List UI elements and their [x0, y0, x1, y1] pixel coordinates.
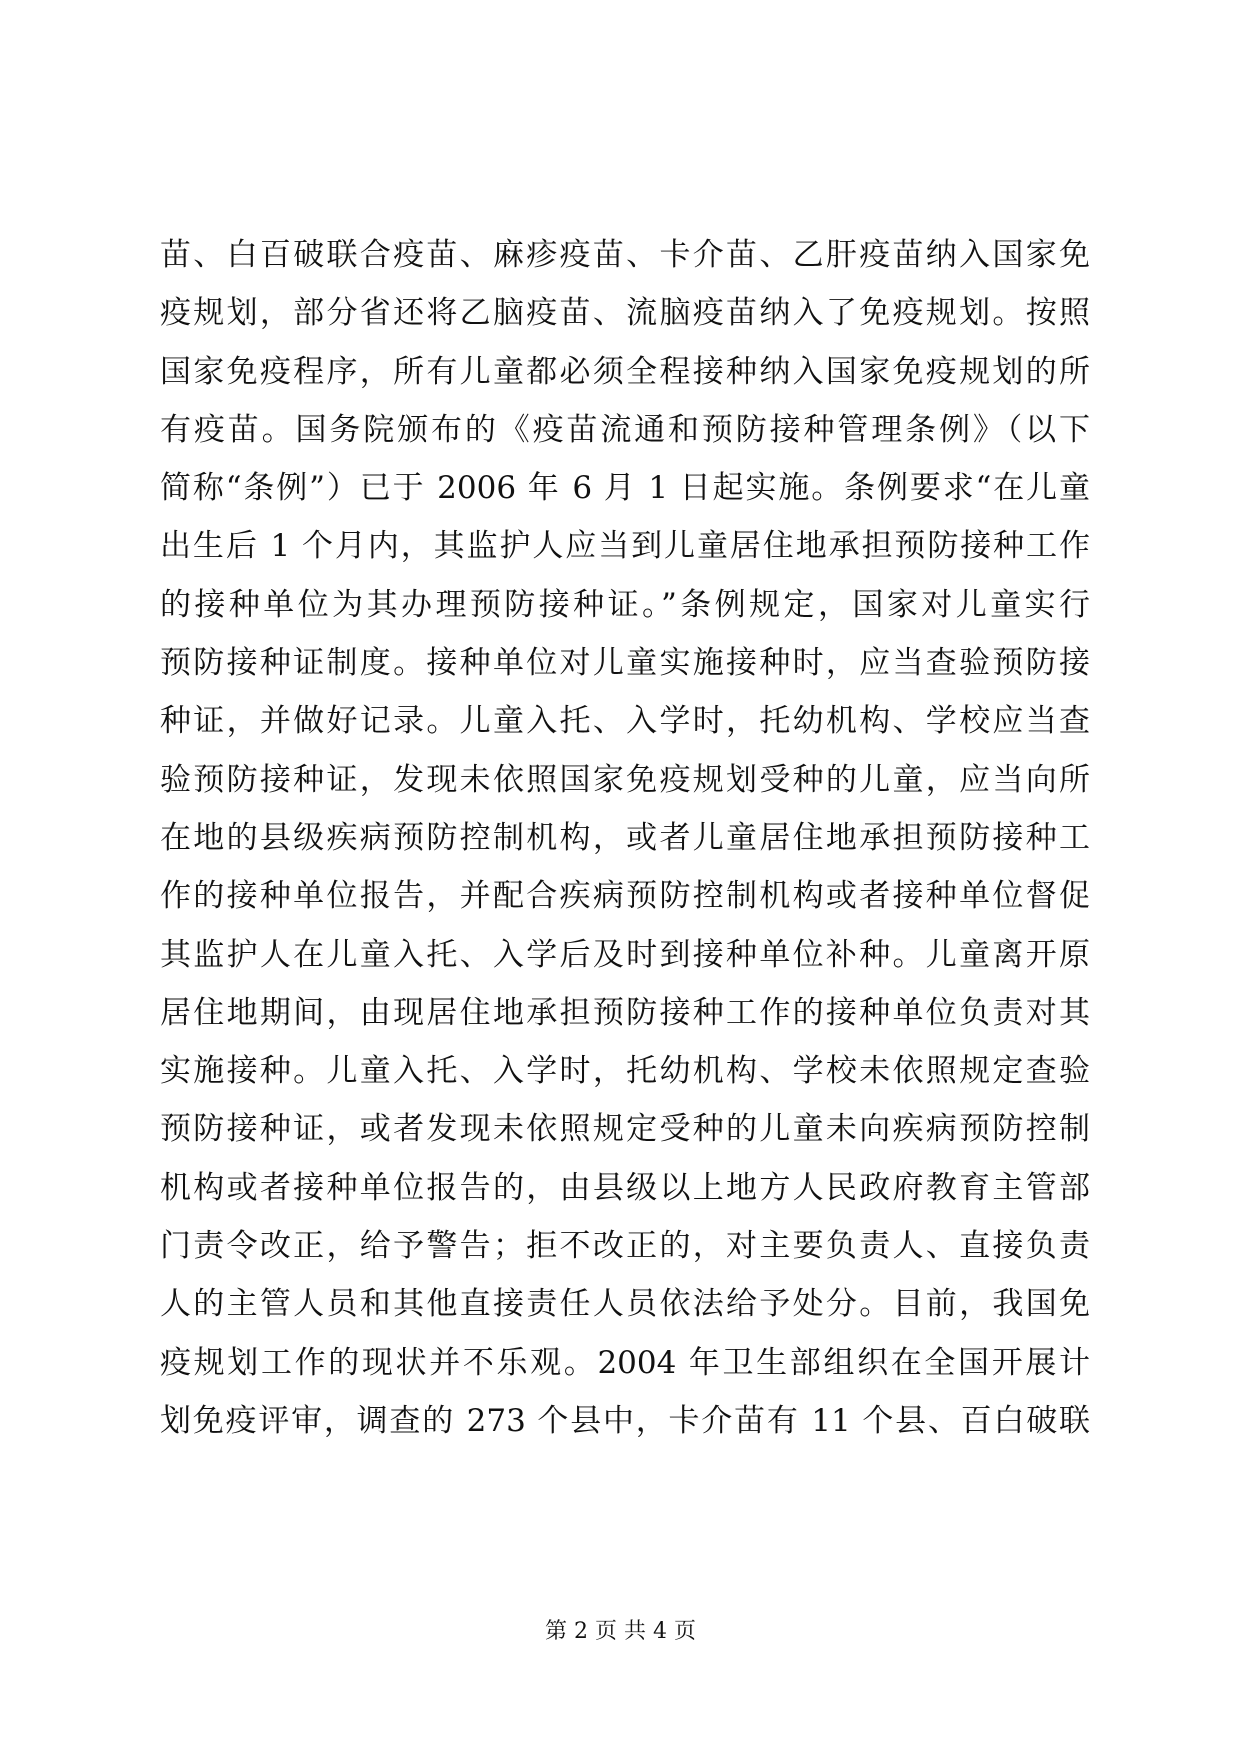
- body-text: [160, 226, 1090, 1450]
- text-line: 门责令改正，给予警告；拒不改正的，对主要负责人、直接负责: [160, 1228, 1090, 1265]
- text-line: 简称“条例”）已于 2006 年 6 月 1 日起实施。条例要求“在儿童: [160, 470, 1090, 507]
- text-line: 苗、白百破联合疫苗、麻疹疫苗、卡介苗、乙肝疫苗纳入国家免: [160, 237, 1090, 273]
- text-line: 其监护人在儿童入托、入学后及时到接种单位补种。儿童离开原: [160, 936, 1090, 973]
- text-line: 疫规划，部分省还将乙脑疫苗、流脑疫苗纳入了免疫规划。按照: [160, 295, 1090, 332]
- text-line: 实施接种。儿童入托、入学时，托幼机构、学校未依照规定查验: [160, 1053, 1090, 1090]
- text-line: 国家免疫程序，所有儿童都必须全程接种纳入国家免疫规划的所: [160, 353, 1090, 390]
- page-number-footer: 第 2 页 共 4 页: [545, 1619, 696, 1644]
- text-line: 疫规划工作的现状并不乐观。2004 年卫生部组织在全国开展计: [160, 1344, 1090, 1381]
- text-line: 出生后 1 个月内，其监护人应当到儿童居住地承担预防接种工作: [160, 528, 1090, 565]
- text-line: 划免疫评审，调查的 273 个县中，卡介苗有 11 个县、百白破联: [160, 1402, 1090, 1439]
- text-line: 验预防接种证，发现未依照国家免疫规划受种的儿童，应当向所: [160, 761, 1090, 798]
- text-line: 人的主管人员和其他直接责任人员依法给予处分。目前，我国免: [160, 1286, 1090, 1323]
- text-line: 作的接种单位报告，并配合疾病预防控制机构或者接种单位督促: [160, 878, 1090, 915]
- text-line: 居住地期间，由现居住地承担预防接种工作的接种单位负责对其: [160, 994, 1090, 1031]
- text-line: 的接种单位为其办理预防接种证。”条例规定，国家对儿童实行: [160, 586, 1090, 623]
- text-line: 种证，并做好记录。儿童入托、入学时，托幼机构、学校应当查: [160, 703, 1090, 740]
- text-line: 在地的县级疾病预防控制机构，或者儿童居住地承担预防接种工: [160, 819, 1090, 856]
- text-line: 预防接种证制度。接种单位对儿童实施接种时，应当查验预防接: [160, 645, 1090, 682]
- text-line: 机构或者接种单位报告的，由县级以上地方人民政府教育主管部: [160, 1169, 1090, 1206]
- text-line: 预防接种证，或者发现未依照规定受种的儿童未向疾病预防控制: [160, 1111, 1090, 1148]
- text-line: 有疫苗。国务院颁布的《疫苗流通和预防接种管理条例》（以下: [160, 411, 1090, 448]
